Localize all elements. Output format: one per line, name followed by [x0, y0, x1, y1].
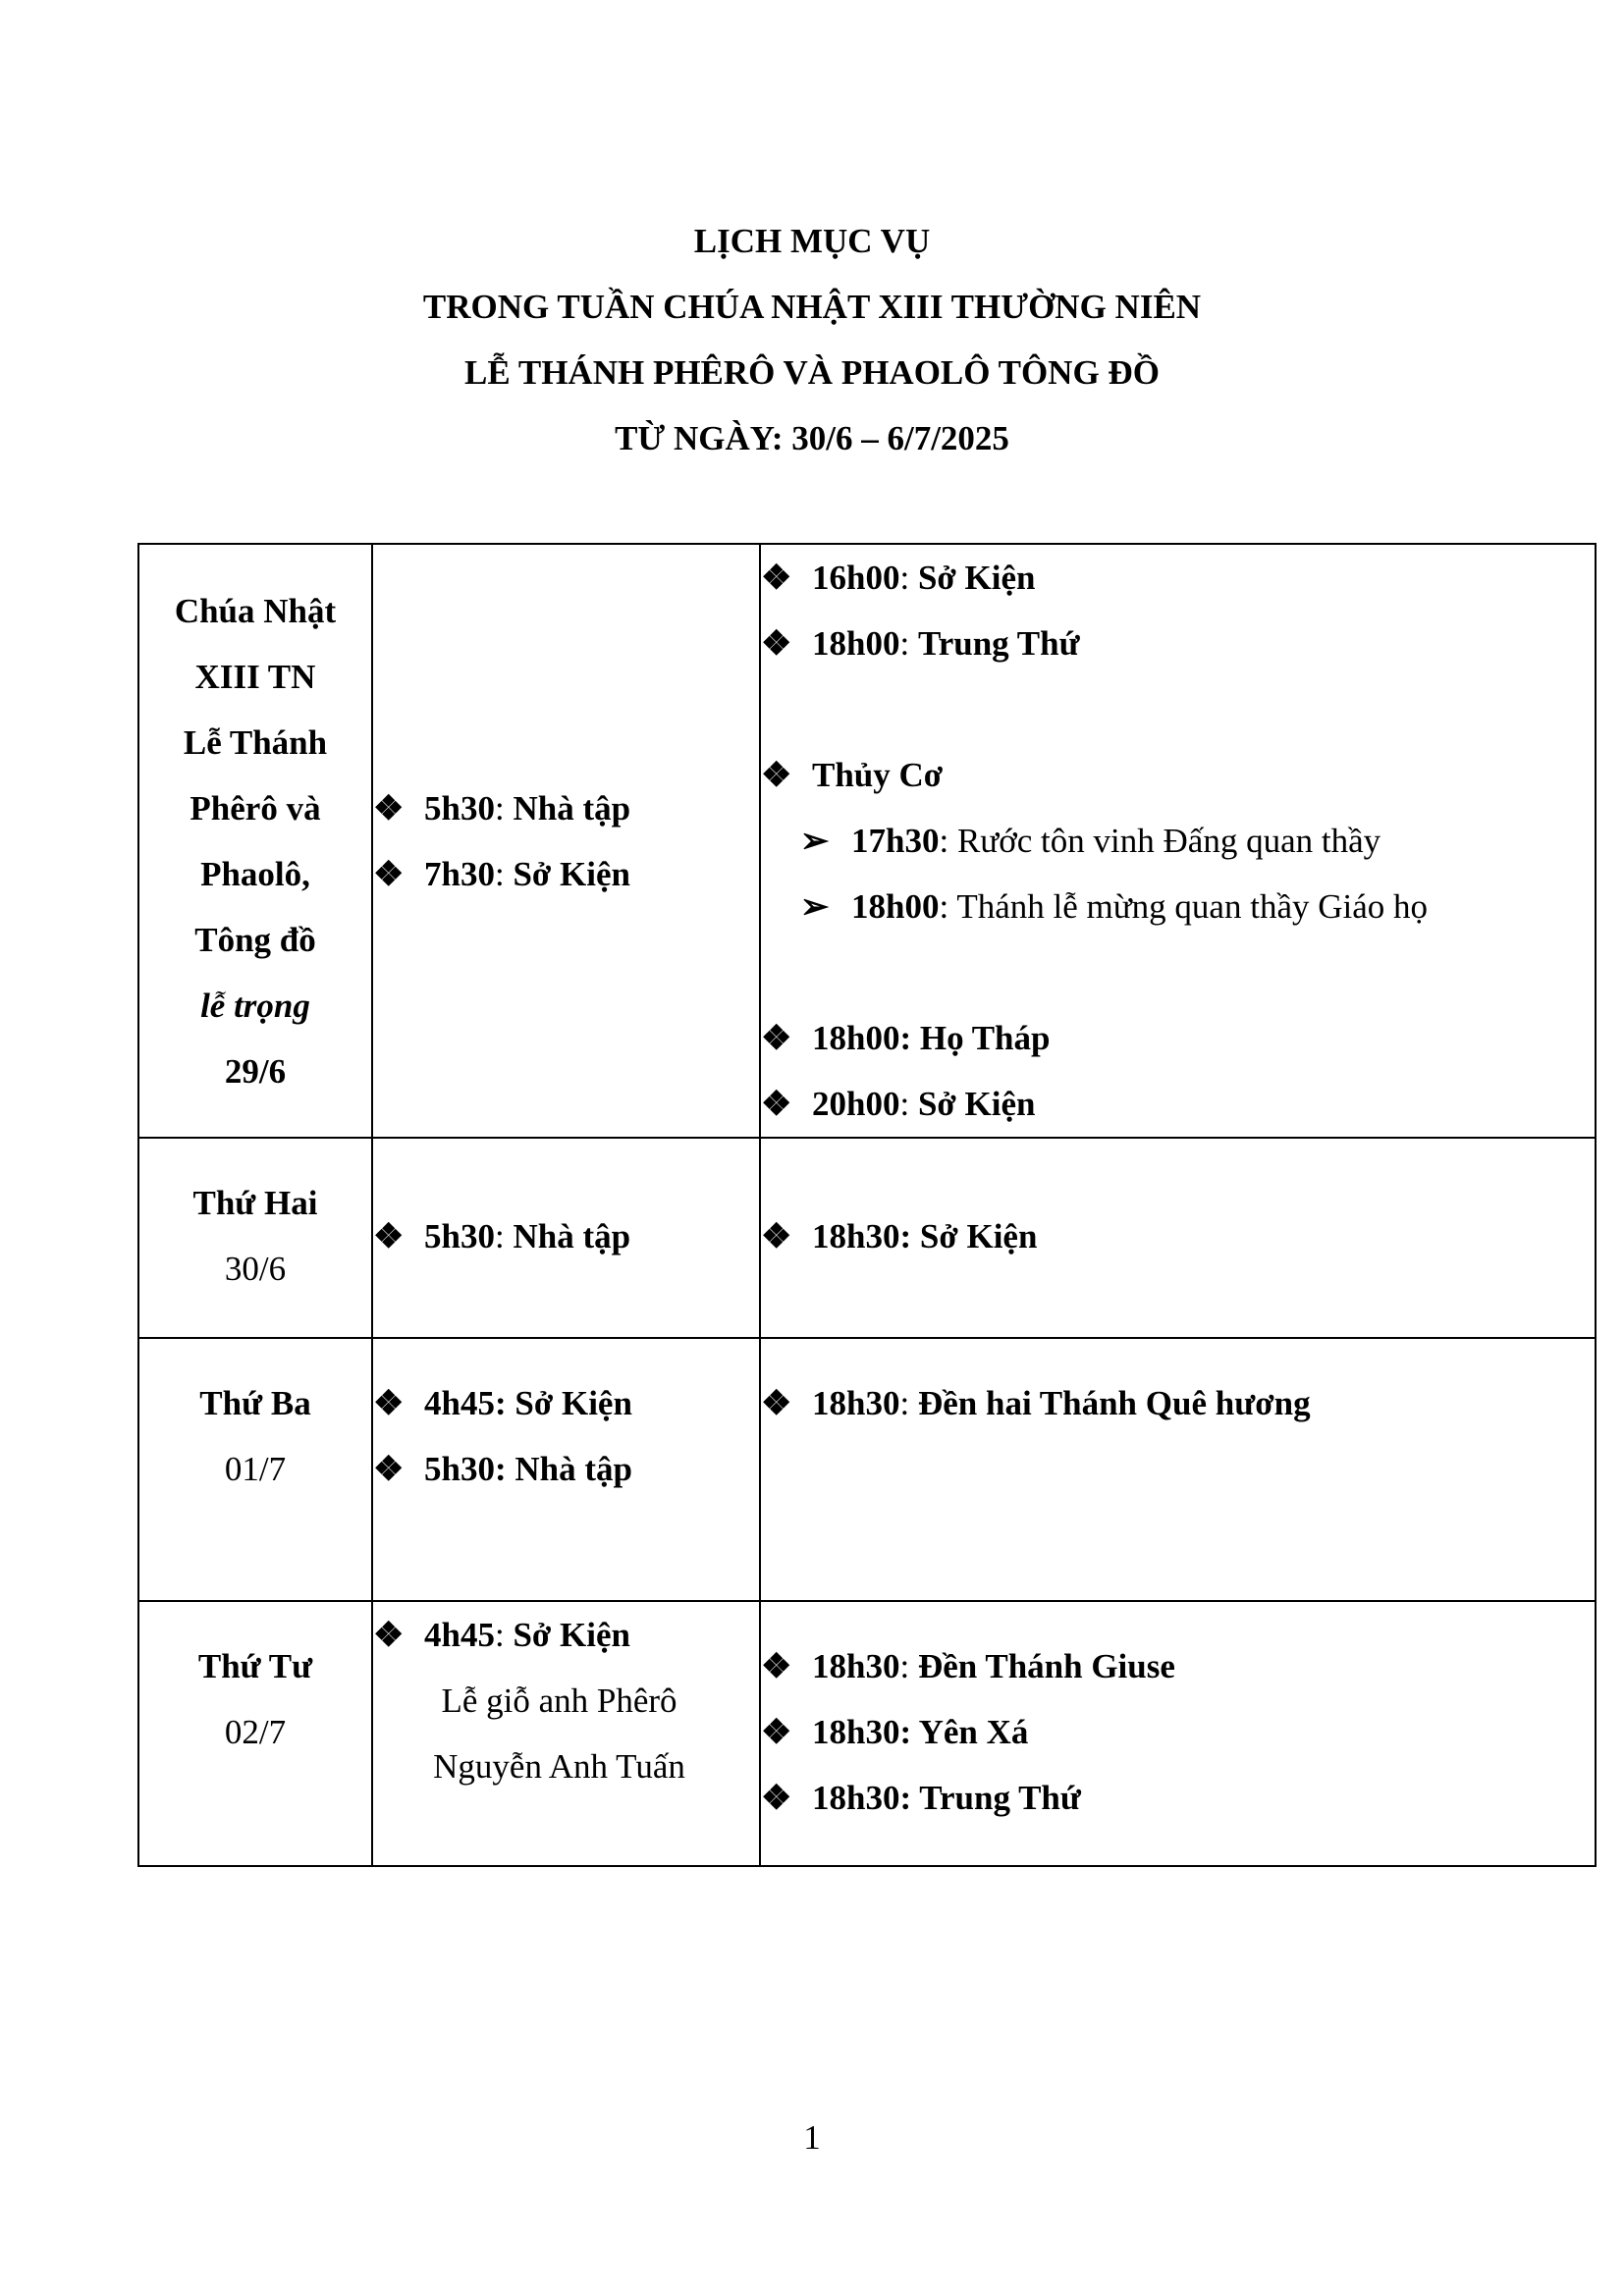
- bullet-diamond-icon: ❖: [761, 1779, 792, 1817]
- list-item: [761, 1633, 1595, 1699]
- mass-time: 20h00: [812, 1085, 900, 1123]
- mass-place: Nhà tập: [514, 1450, 632, 1488]
- bullet-diamond-icon: ❖: [761, 1384, 792, 1422]
- list-item: [761, 1765, 1595, 1831]
- mass-place: Sở Kiện: [514, 1384, 632, 1422]
- bullet-diamond-icon: ❖: [761, 559, 792, 597]
- page-header: [0, 208, 1624, 471]
- bullet-diamond-icon: ❖: [761, 756, 792, 794]
- list-item: [373, 775, 759, 841]
- arrow-bullet-icon: ➢: [800, 887, 830, 926]
- mass-time: 18h30: [812, 1647, 900, 1685]
- bullet-diamond-icon: ❖: [373, 854, 405, 893]
- morning-cell: [372, 1601, 760, 1866]
- day-label: Tông đồ: [194, 920, 316, 959]
- mass-place: Sở Kiện: [513, 854, 630, 893]
- bullet-diamond-icon: ❖: [373, 788, 405, 828]
- day-label: Thứ Hai: [192, 1184, 318, 1222]
- morning-cell: [372, 1138, 760, 1338]
- list-item: [761, 1005, 1595, 1071]
- mass-time: 5h30: [424, 1450, 495, 1488]
- mass-time: 4h45: [424, 1384, 495, 1422]
- bullet-diamond-icon: ❖: [373, 1217, 405, 1255]
- table-row: [138, 1601, 1596, 1866]
- bullet-diamond-icon: ❖: [373, 1450, 405, 1488]
- mass-place: Đền hai Thánh Quê hương: [917, 1384, 1311, 1422]
- event-description: Thánh lễ mừng quan thầy Giáo họ: [956, 887, 1429, 926]
- list-item: [761, 611, 1595, 676]
- mass-time: 4h45: [424, 1616, 495, 1654]
- list-item: [761, 742, 1595, 808]
- mass-time: 5h30: [424, 788, 495, 828]
- mass-time: 18h30: [812, 1384, 900, 1422]
- separator: :: [899, 1019, 920, 1057]
- schedule-table: [137, 543, 1597, 1867]
- day-label: Chúa Nhật: [174, 591, 337, 630]
- bullet-diamond-icon: ❖: [761, 1647, 792, 1685]
- mass-time: 7h30: [424, 854, 495, 893]
- mass-place: Trung Thứ: [917, 624, 1080, 663]
- separator: :: [494, 854, 514, 893]
- separator: :: [899, 1217, 920, 1255]
- list-item: [373, 1203, 759, 1269]
- note-text: Lễ giỗ anh Phêrô: [441, 1682, 677, 1720]
- date-range: TỪ NGÀY: 30/6 – 6/7/2025: [615, 419, 1009, 457]
- arrow-bullet-icon: ➢: [800, 822, 830, 860]
- day-label: Thứ Ba: [199, 1384, 311, 1422]
- day-rank: lễ trọng: [200, 986, 310, 1025]
- mass-time: 18h00: [851, 887, 940, 926]
- sub-list-item: [761, 874, 1595, 939]
- mass-place: Sở Kiện: [513, 1616, 630, 1654]
- list-item: [373, 1370, 759, 1436]
- mass-place: Đền Thánh Giuse: [917, 1647, 1175, 1685]
- mass-time: 17h30: [851, 822, 940, 860]
- bullet-diamond-icon: ❖: [761, 1019, 792, 1057]
- mass-time: 5h30: [424, 1217, 495, 1255]
- mass-time: 18h30: [812, 1713, 900, 1751]
- mass-place: Trung Thứ: [919, 1779, 1081, 1817]
- table-row: [138, 1138, 1596, 1338]
- mass-place: Sở Kiện: [919, 1217, 1038, 1255]
- separator: :: [899, 559, 918, 597]
- bullet-diamond-icon: ❖: [761, 1217, 792, 1255]
- mass-time: 18h30: [812, 1779, 900, 1817]
- event-description: Rước tôn vinh Đấng quan thầy: [956, 822, 1381, 860]
- day-label: XIII TN: [194, 657, 316, 696]
- separator: :: [494, 1616, 514, 1654]
- bullet-diamond-icon: ❖: [761, 624, 792, 663]
- day-cell: [138, 1601, 372, 1866]
- day-label: Phaolô,: [200, 854, 310, 893]
- list-item: [373, 1436, 759, 1502]
- mass-place: Sở Kiện: [917, 1085, 1036, 1123]
- mass-time: 18h00: [812, 1019, 900, 1057]
- mass-place: Yên Xá: [918, 1713, 1029, 1751]
- separator: :: [494, 1450, 515, 1488]
- day-cell: [138, 1338, 372, 1601]
- separator: :: [899, 1085, 918, 1123]
- mass-place: Họ Tháp: [919, 1019, 1051, 1057]
- separator: :: [899, 1647, 918, 1685]
- mass-place: Nhà tập: [513, 788, 631, 828]
- evening-cell: [760, 1138, 1596, 1338]
- subtitle-week: TRONG TUẦN CHÚA NHẬT XIII THƯỜNG NIÊN: [422, 288, 1202, 326]
- list-item: [761, 1071, 1595, 1137]
- evening-cell: [760, 1338, 1596, 1601]
- separator: :: [899, 1779, 920, 1817]
- separator: :: [899, 1384, 918, 1422]
- bullet-diamond-icon: ❖: [761, 1085, 792, 1123]
- note-text: Nguyễn Anh Tuấn: [433, 1747, 685, 1786]
- morning-cell: [372, 1338, 760, 1601]
- list-item: [761, 545, 1595, 611]
- table-row: [138, 544, 1596, 1138]
- separator: :: [899, 1713, 919, 1751]
- list-item: [761, 1203, 1595, 1269]
- mass-place: Nhà tập: [513, 1217, 631, 1255]
- page-number: 1: [803, 2118, 821, 2157]
- mass-place: Thủy Cơ: [812, 756, 944, 794]
- evening-cell: [760, 1601, 1596, 1866]
- spacer: [761, 939, 1595, 1005]
- title: LỊCH MỤC VỤ: [693, 222, 931, 260]
- separator: :: [939, 887, 957, 926]
- spacer: [761, 676, 1595, 742]
- day-cell: [138, 1138, 372, 1338]
- bullet-diamond-icon: ❖: [373, 1616, 405, 1654]
- mass-time: 18h00: [812, 624, 900, 663]
- day-label: Phêrô và: [189, 788, 321, 828]
- day-date: 02/7: [224, 1713, 287, 1751]
- mass-place: Sở Kiện: [917, 559, 1036, 597]
- day-date: 01/7: [224, 1450, 287, 1488]
- day-label: Lễ Thánh: [183, 722, 328, 762]
- table-row: [138, 1338, 1596, 1601]
- bullet-diamond-icon: ❖: [761, 1713, 792, 1751]
- sub-list-item: [761, 808, 1595, 874]
- morning-cell: [372, 544, 760, 1138]
- list-item: [761, 1699, 1595, 1765]
- separator: :: [899, 624, 918, 663]
- day-cell: [138, 544, 372, 1138]
- subtitle-feast: LỄ THÁNH PHÊRÔ VÀ PHAOLÔ TÔNG ĐỒ: [464, 353, 1160, 392]
- mass-time: 16h00: [812, 559, 900, 597]
- list-item: [373, 1602, 759, 1668]
- separator: :: [494, 788, 514, 828]
- list-item: [761, 1370, 1595, 1436]
- day-date: 29/6: [224, 1051, 287, 1091]
- day-date: 30/6: [224, 1250, 287, 1288]
- separator: :: [939, 822, 957, 860]
- list-item: [373, 841, 759, 907]
- mass-time: 18h30: [812, 1217, 900, 1255]
- evening-cell: [760, 544, 1596, 1138]
- day-label: Thứ Tư: [197, 1647, 313, 1685]
- separator: :: [494, 1384, 515, 1422]
- bullet-diamond-icon: ❖: [373, 1384, 405, 1422]
- separator: :: [494, 1217, 514, 1255]
